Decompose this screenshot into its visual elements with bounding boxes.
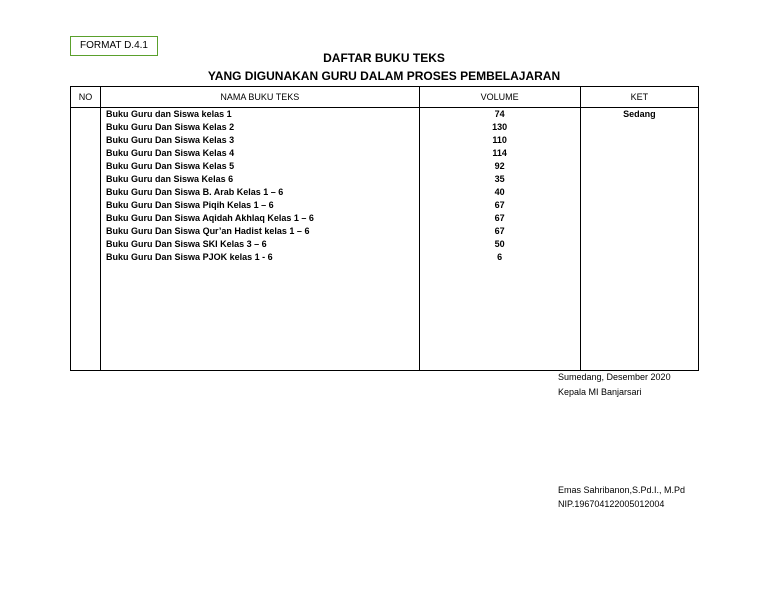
document-subtitle: YANG DIGUNAKAN GURU DALAM PROSES PEMBELAJARAN bbox=[207, 69, 561, 83]
book-volume: 67 bbox=[494, 213, 505, 223]
header-ket: KET bbox=[580, 87, 698, 108]
signature-nip: NIP.196704122005012004 bbox=[558, 499, 665, 509]
book-name: Buku Guru Dan Siswa Aqidah Akhlaq Kelas 1 – 6 bbox=[106, 213, 314, 223]
book-volume: 35 bbox=[494, 174, 505, 184]
book-table bbox=[70, 86, 699, 371]
book-volume: 114 bbox=[492, 148, 507, 158]
book-volume: 67 bbox=[494, 226, 505, 236]
book-name: Buku Guru Dan Siswa Kelas 4 bbox=[106, 148, 235, 158]
header-no: NO bbox=[71, 87, 101, 108]
signature-name: Emas Sahribanon,S.Pd.I., M.Pd bbox=[558, 485, 686, 495]
book-name: Buku Guru Dan Siswa PJOK kelas 1 - 6 bbox=[106, 252, 273, 262]
book-name: Buku Guru Dan Siswa Kelas 2 bbox=[106, 122, 235, 132]
book-name: Buku Guru Dan Siswa B. Arab Kelas 1 – 6 bbox=[106, 187, 284, 197]
book-volume: 92 bbox=[494, 161, 505, 171]
header-volume: VOLUME bbox=[419, 87, 580, 108]
table-body-row bbox=[71, 108, 699, 371]
book-name: Buku Guru Dan Siswa Qur’an Hadist kelas 1 – 6 bbox=[106, 226, 310, 236]
header-name: NAMA BUKU TEKS bbox=[101, 87, 420, 108]
no-column-cell bbox=[71, 108, 101, 371]
book-volume: 40 bbox=[494, 187, 505, 197]
book-name: Buku Guru Dan Siswa Kelas 5 bbox=[106, 161, 235, 171]
ket-cell bbox=[580, 108, 698, 371]
document-title: DAFTAR BUKU TEKS bbox=[323, 51, 445, 65]
book-name: Buku Guru Dan Siswa SKI Kelas 3 – 6 bbox=[106, 239, 267, 249]
book-name: Buku Guru dan Siswa kelas 1 bbox=[106, 109, 232, 119]
book-name: Buku Guru Dan Siswa Piqih Kelas 1 – 6 bbox=[106, 200, 274, 210]
book-volume: 130 bbox=[492, 122, 508, 132]
signature-position: Kepala MI Banjarsari bbox=[558, 387, 642, 397]
book-name: Buku Guru Dan Siswa Kelas 3 bbox=[106, 135, 235, 145]
book-volume: 50 bbox=[494, 239, 505, 249]
book-name: Buku Guru dan Siswa Kelas 6 bbox=[106, 174, 234, 184]
format-label: FORMAT D.4.1 bbox=[70, 36, 158, 56]
book-name-cell bbox=[101, 108, 420, 371]
book-volume: 110 bbox=[492, 135, 507, 145]
volume-cell bbox=[419, 108, 580, 371]
table-header-row bbox=[71, 87, 699, 108]
book-volume: 74 bbox=[494, 109, 505, 119]
book-volume: 6 bbox=[497, 252, 503, 262]
book-volume: 67 bbox=[494, 200, 505, 210]
ket-value: Sedang bbox=[623, 109, 656, 119]
signature-place-date: Sumedang, Desember 2020 bbox=[558, 372, 671, 382]
